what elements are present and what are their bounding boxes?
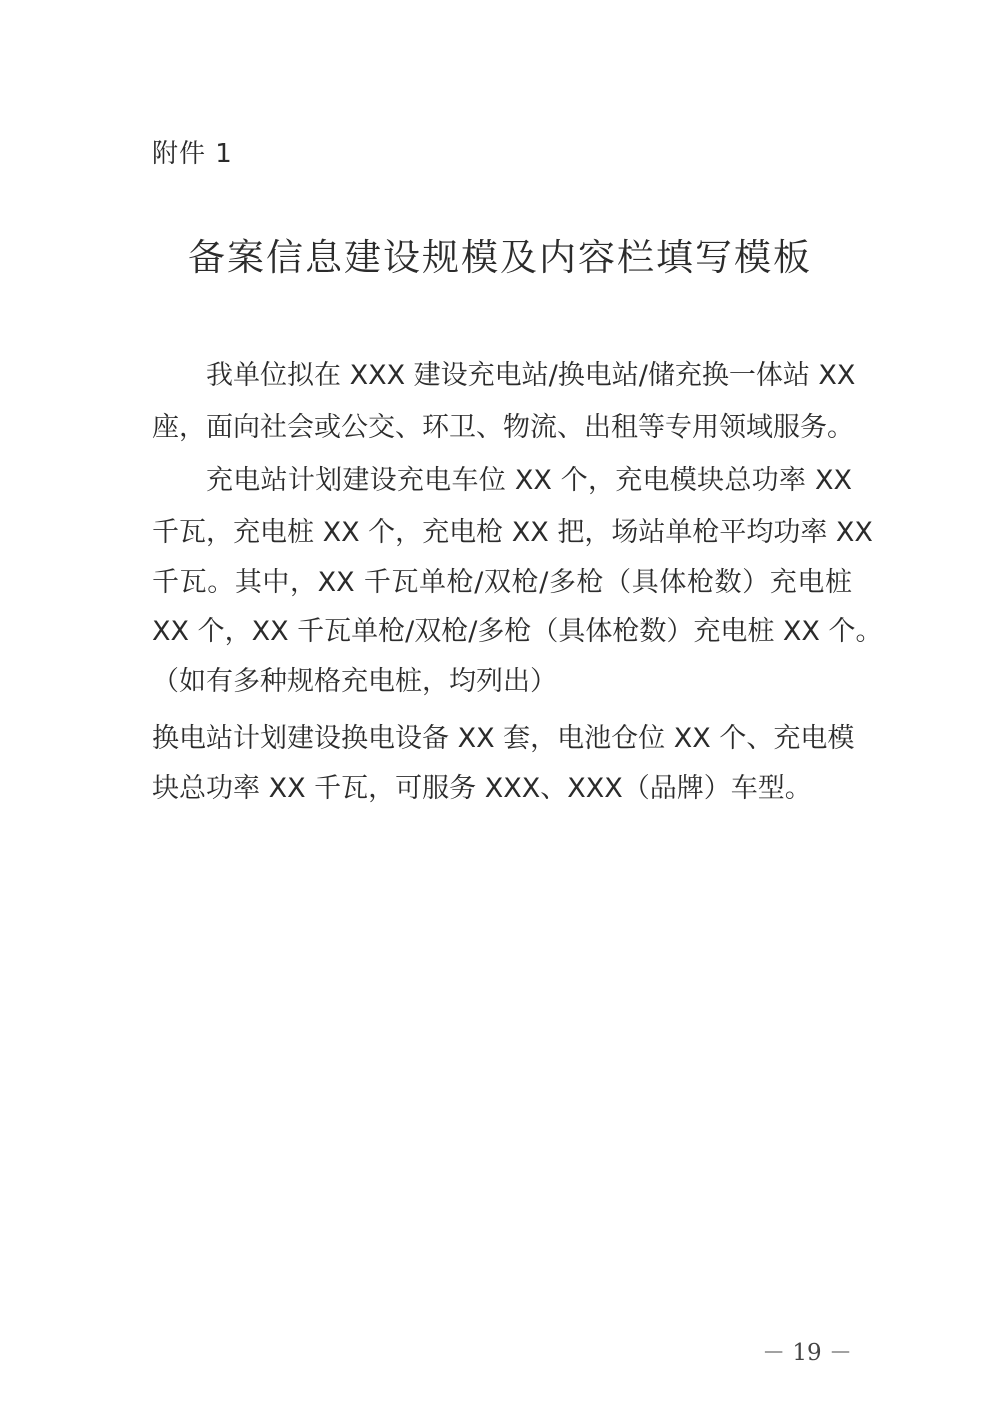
paragraph-3-line-1: 换电站计划建设换电设备 XX 套，电池仓位 XX 个、充电模 xyxy=(152,723,855,754)
paragraph-1-line-1: 我单位拟在 XXX 建设充电站/换电站/储充换一体站 XX xyxy=(206,360,856,391)
paragraph-1-line-2: 座，面向社会或公交、环卫、物流、出租等专用领域服务。 xyxy=(152,412,854,443)
paragraph-2-line-4: XX 个，XX 千瓦单枪/双枪/多枪（具体枪数）充电桩 XX 个。 xyxy=(152,616,883,647)
paragraph-2-line-1: 充电站计划建设充电车位 XX 个，充电模块总功率 XX xyxy=(206,465,852,496)
page-number: － 19 － xyxy=(762,1340,852,1366)
paragraph-2-line-2: 千瓦，充电桩 XX 个，充电枪 XX 把，场站单枪平均功率 XX xyxy=(152,517,873,548)
paragraph-2-line-5: （如有多种规格充电桩，均列出） xyxy=(152,666,557,697)
attachment-label: 附件 1 xyxy=(152,139,233,169)
paragraph-3-line-2: 块总功率 XX 千瓦，可服务 XXX、XXX（品牌）车型。 xyxy=(152,773,812,804)
document-title: 备案信息建设规模及内容栏填写模板 xyxy=(188,236,812,279)
paragraph-2-line-3: 千瓦。其中，XX 千瓦单枪/双枪/多枪（具体枪数）充电桩 xyxy=(152,567,852,598)
